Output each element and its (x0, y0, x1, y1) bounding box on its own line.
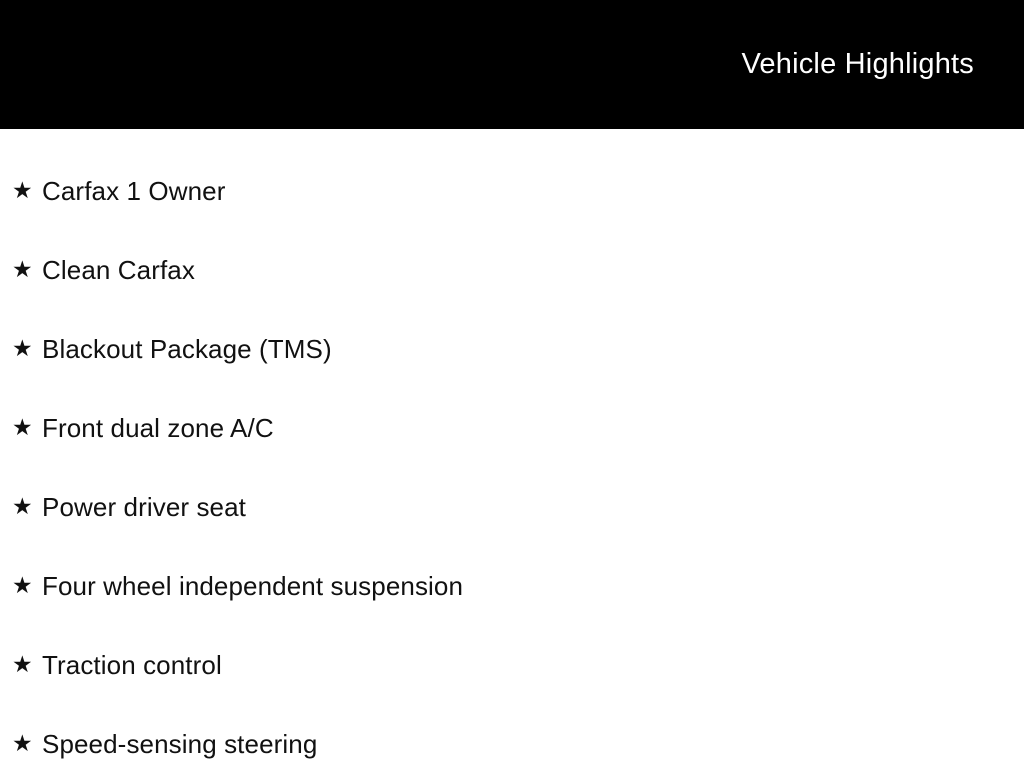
highlight-label: Traction control (42, 649, 222, 680)
star-icon: ★ (12, 730, 33, 756)
star-icon: ★ (12, 493, 33, 519)
star-icon: ★ (12, 335, 33, 361)
highlight-label: Clean Carfax (42, 254, 195, 285)
highlight-label: Power driver seat (42, 491, 246, 522)
list-item (0, 309, 1024, 388)
star-icon: ★ (12, 572, 33, 598)
list-item (0, 546, 1024, 625)
list-item (0, 230, 1024, 309)
page-title: Vehicle Highlights (741, 48, 974, 80)
list-item (0, 151, 1024, 230)
highlight-label: Speed-sensing steering (42, 728, 318, 759)
vehicle-highlights-list (0, 129, 1024, 783)
list-item (0, 625, 1024, 704)
list-item (0, 467, 1024, 546)
highlight-label: Carfax 1 Owner (42, 175, 226, 206)
header-bar (0, 0, 1024, 129)
list-item (0, 704, 1024, 783)
highlight-label: Front dual zone A/C (42, 412, 274, 443)
highlight-label: Blackout Package (TMS) (42, 333, 332, 364)
star-icon: ★ (12, 651, 33, 677)
list-item (0, 388, 1024, 467)
star-icon: ★ (12, 177, 33, 203)
star-icon: ★ (12, 414, 33, 440)
star-icon: ★ (12, 256, 33, 282)
highlight-label: Four wheel independent suspension (42, 570, 464, 601)
